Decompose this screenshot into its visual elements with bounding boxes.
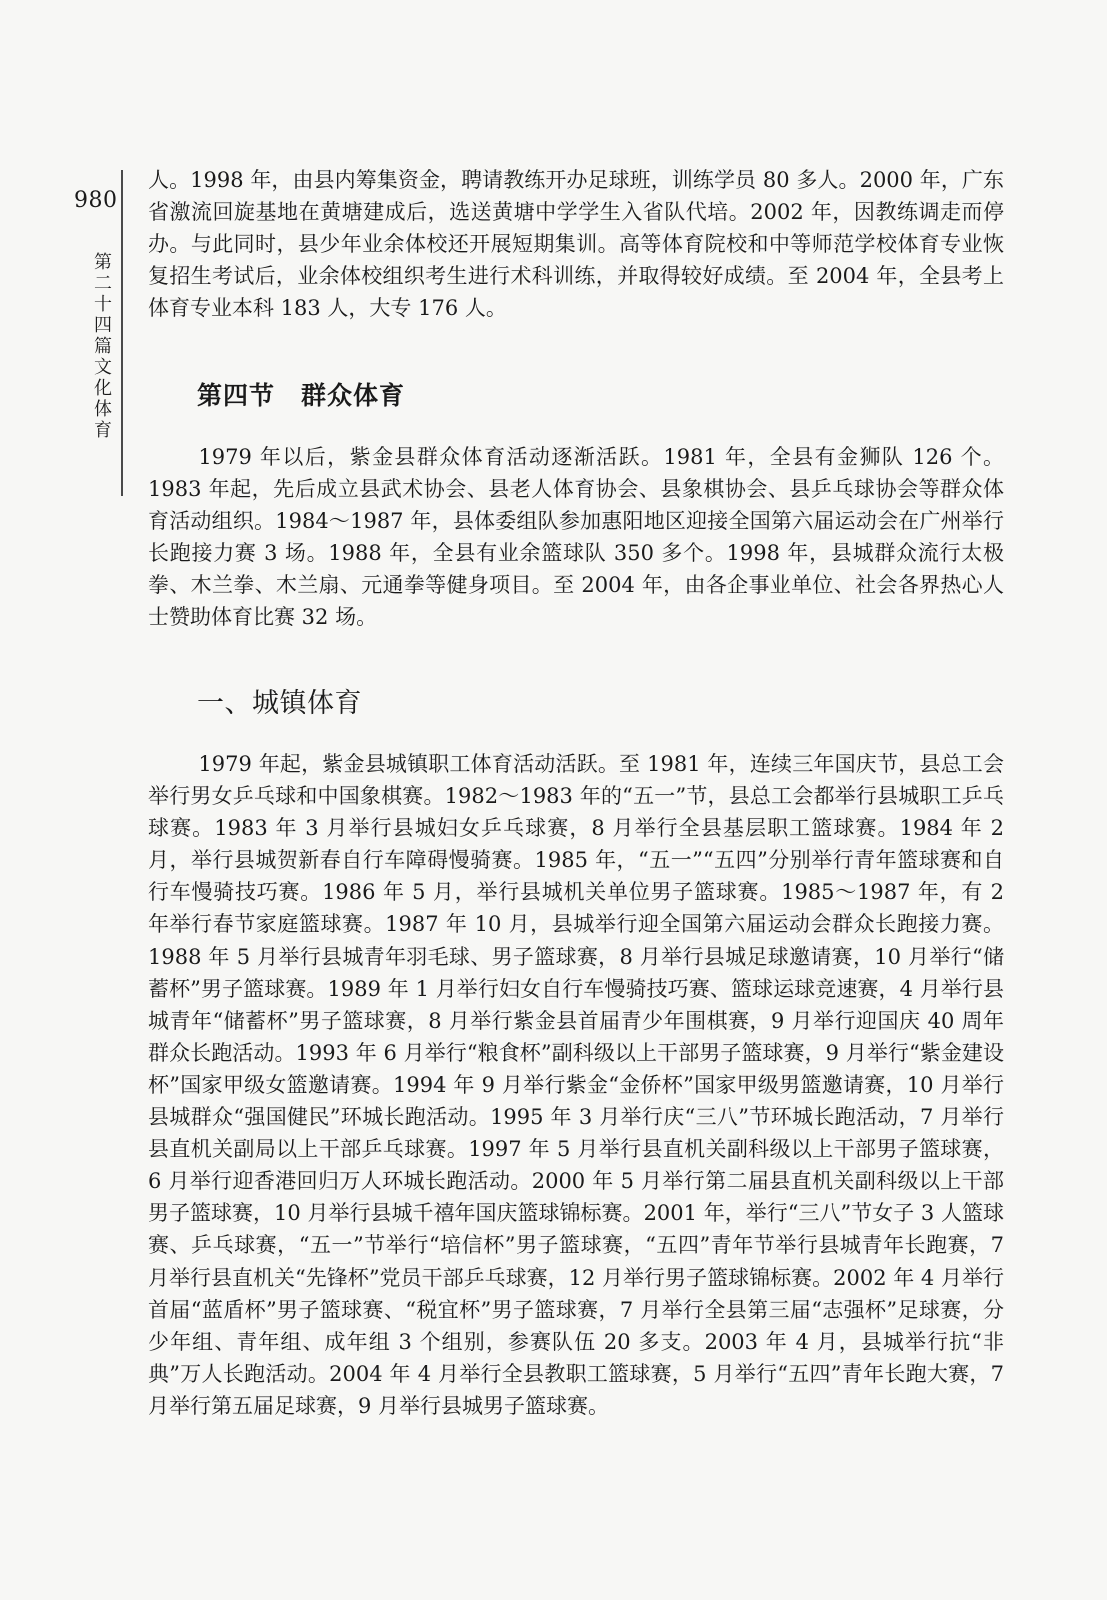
page-number: 980 [74, 188, 118, 213]
section-paragraph: 1979 年以后，紫金县群众体育活动逐渐活跃。1981 年，全县有金狮队 126 个。1983 年起，先后成立县武术协会、县老人体育协会、县象棋协会、县乒乓球协会等群众体育活动组织。1984～1987 年，县体委组队参加惠阳地区迎接全国第六届运动会在广州举行长跑接力赛 3 场。1988 年，全县有业余篮球队 350 多个。1998 年，县城群众流行太极拳、木兰拳、木兰扇、元通拳等健身项目。至 2004 年，由各企事业单位、社会各界热心人士赞助体育比赛 32 场。 [148, 445, 1004, 630]
paragraph-continued: 人。1998 年，由县内筹集资金，聘请教练开办足球班，训练学员 80 多人。2000 年，广东省激流回旋基地在黄塘建成后，选送黄塘中学学生入省队代培。2002 年，因教练调走而停办。与此同时，县少年业余体校还开展短期集训。高等体育院校和中等师范学校体育专业恢复招生考试后，业余体校组织考生进行术科训练，并取得较好成绩。至 2004 年，全县考上体育专业本科 183 人，大专 176 人。 [148, 168, 1004, 321]
running-title: 第二十四篇 文化 体育 [94, 252, 112, 441]
subsection-paragraph: 1979 年起，紫金县城镇职工体育活动活跃。至 1981 年，连续三年国庆节，县总工会举行男女乒乓球和中国象棋赛。1982～1983 年的“五一”节，县总工会都举行县城职工乒乓球赛。1983 年 3 月举行县城妇女乒乓球赛，8 月举行全县基层职工篮球赛。1984 年 2 月，举行县城贺新春自行车障碍慢骑赛。1985 年，“五一”“五四”分别举行青年篮球赛和自行车慢骑技巧赛。1986 年 5 月，举行县城机关单位男子篮球赛。1985～1987 年，有 2 年举行春节家庭篮球赛。1987 年 10 月，县城举行迎全国第六届运动会群众长跑接力赛。1988 年 5 月举行县城青年羽毛球、男子篮球赛，8 月举行县城足球邀请赛，10 月举行“储蓄杯”男子篮球赛。1989 年 1 月举行妇女自行车慢骑技巧赛、篮球运球竞速赛，4 月举行县城青年“储蓄杯”男子篮球赛，8 月举行紫金县首届青少年围棋赛，9 月举行迎国庆 40 周年群众长跑活动。1993 年 6 月举行“粮食杯”副科级以上干部男子篮球赛，9 月举行“紫金建设杯”国家甲级女篮邀请赛。1994 年 9 月举行紫金“金侨杯”国家甲级男篮邀请赛，10 月举行县城群众“强国健民”环城长跑活动。1995 年 3 月举行庆“三八”节环城长跑活动，7 月举行县直机关副局以上干部乒乓球赛。1997 年 5 月举行县直机关副科级以上干部男子篮球赛，6 月举行迎香港回归万人环城长跑活动。2000 年 5 月举行第二届县直机关副科级以上干部男子篮球赛，10 月举行县城千禧年国庆篮球锦标赛。2001 年，举行“三八”节女子 3 人篮球赛、乒乓球赛，“五一”节举行“培信杯”男子篮球赛，“五四”青年节举行县城青年长跑赛，7 月举行县直机关“先锋杯”党员干部乒乓球赛，12 月举行男子篮球锦标赛。2002 年 4 月举行首届“蓝盾杯”男子篮球赛、“税宜杯”男子篮球赛，7 月举行全县第三届“志强杯”足球赛，分少年组、青年组、成年组 3 个组别，参赛队伍 20 多支。2003 年 4 月，县城举行抗“非典”万人长跑活动。2004 年 4 月举行全县教职工篮球赛，5 月举行“五四”青年长跑大赛，7 月举行第五届足球赛，9 月举行县城男子篮球赛。 [148, 752, 1004, 1418]
section-title: 第四节 群众体育 [197, 381, 406, 410]
margin-divider [121, 170, 123, 496]
subsection-title: 一、城镇体育 [197, 688, 362, 719]
